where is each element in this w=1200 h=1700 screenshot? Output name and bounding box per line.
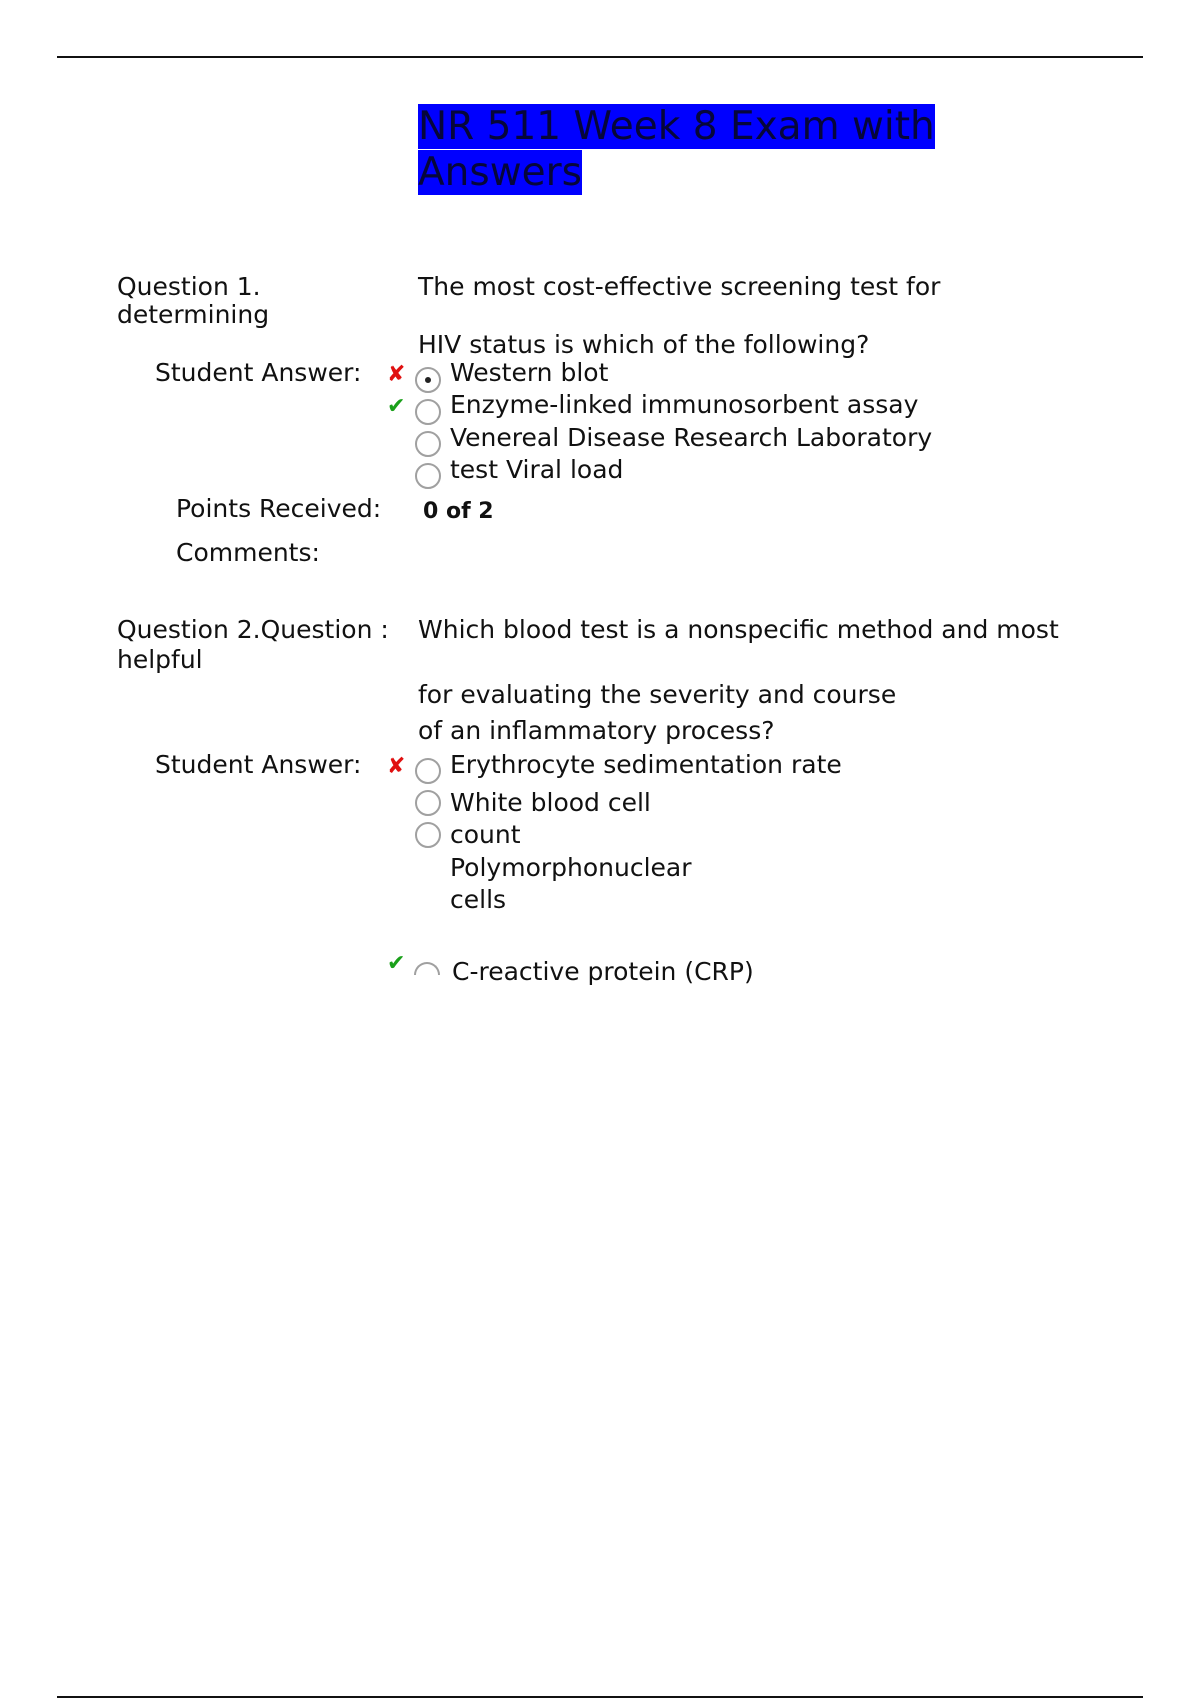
q2-option-3-label-cont: cells <box>450 885 507 914</box>
q1-text-line-1: The most cost-effective screening test for <box>418 272 941 301</box>
q1-student-answer-label: Student Answer: <box>155 358 362 387</box>
q1-option-1-radio[interactable] <box>415 367 441 393</box>
q2-student-answer-label: Student Answer: <box>155 750 362 779</box>
q2-text-line-3: of an inflammatory process? <box>418 716 775 745</box>
q1-comments-label: Comments: <box>176 538 320 567</box>
q1-option-3-radio[interactable] <box>415 431 441 457</box>
check-mark-icon: ✔ <box>387 394 406 419</box>
q2-option-4-label: C-reactive protein (CRP) <box>452 957 754 986</box>
q1-points-label: Points Received: <box>176 494 382 523</box>
q1-label-line-1: Question 1. <box>117 272 261 301</box>
title-line-1: NR 511 Week 8 Exam with <box>418 104 935 149</box>
q2-option-2-label-cont: count <box>450 820 521 849</box>
q2-option-1-radio[interactable] <box>415 758 441 784</box>
q1-text-line-2: HIV status is which of the following? <box>418 330 870 359</box>
title-line-2: Answers <box>418 150 582 195</box>
q2-label-line-2: helpful <box>117 645 203 674</box>
q2-option-4-radio[interactable] <box>414 962 440 975</box>
q2-option-3-radio[interactable] <box>415 822 441 848</box>
top-rule <box>57 56 1143 58</box>
q1-option-3-label: Venereal Disease Research Laboratory <box>450 423 933 452</box>
check-mark-icon: ✔ <box>387 951 406 976</box>
q2-label-line-1: Question 2.Question : <box>117 615 389 644</box>
q1-option-2-radio[interactable] <box>415 399 441 425</box>
q2-option-1-label: Erythrocyte sedimentation rate <box>450 750 842 779</box>
q1-option-2-label: Enzyme-linked immunosorbent assay <box>450 390 919 419</box>
cross-mark-icon: ✘ <box>387 754 406 779</box>
q1-option-1-label: Western blot <box>450 358 609 387</box>
q2-text-line-1: Which blood test is a nonspecific method and most <box>418 615 1059 644</box>
q2-option-3-label: Polymorphonuclear <box>450 853 692 882</box>
q2-option-2-radio[interactable] <box>415 790 441 816</box>
page-title <box>418 104 958 196</box>
q1-label-line-2: determining <box>117 300 270 329</box>
q1-option-4-label: test Viral load <box>450 455 624 484</box>
q2-text-line-2: for evaluating the severity and course <box>418 680 897 709</box>
q1-points-value: 0 of 2 <box>423 499 494 524</box>
q2-option-2-label: White blood cell <box>450 788 651 817</box>
q1-option-4-radio[interactable] <box>415 463 441 489</box>
bottom-rule <box>57 1696 1143 1698</box>
cross-mark-icon: ✘ <box>387 362 406 387</box>
